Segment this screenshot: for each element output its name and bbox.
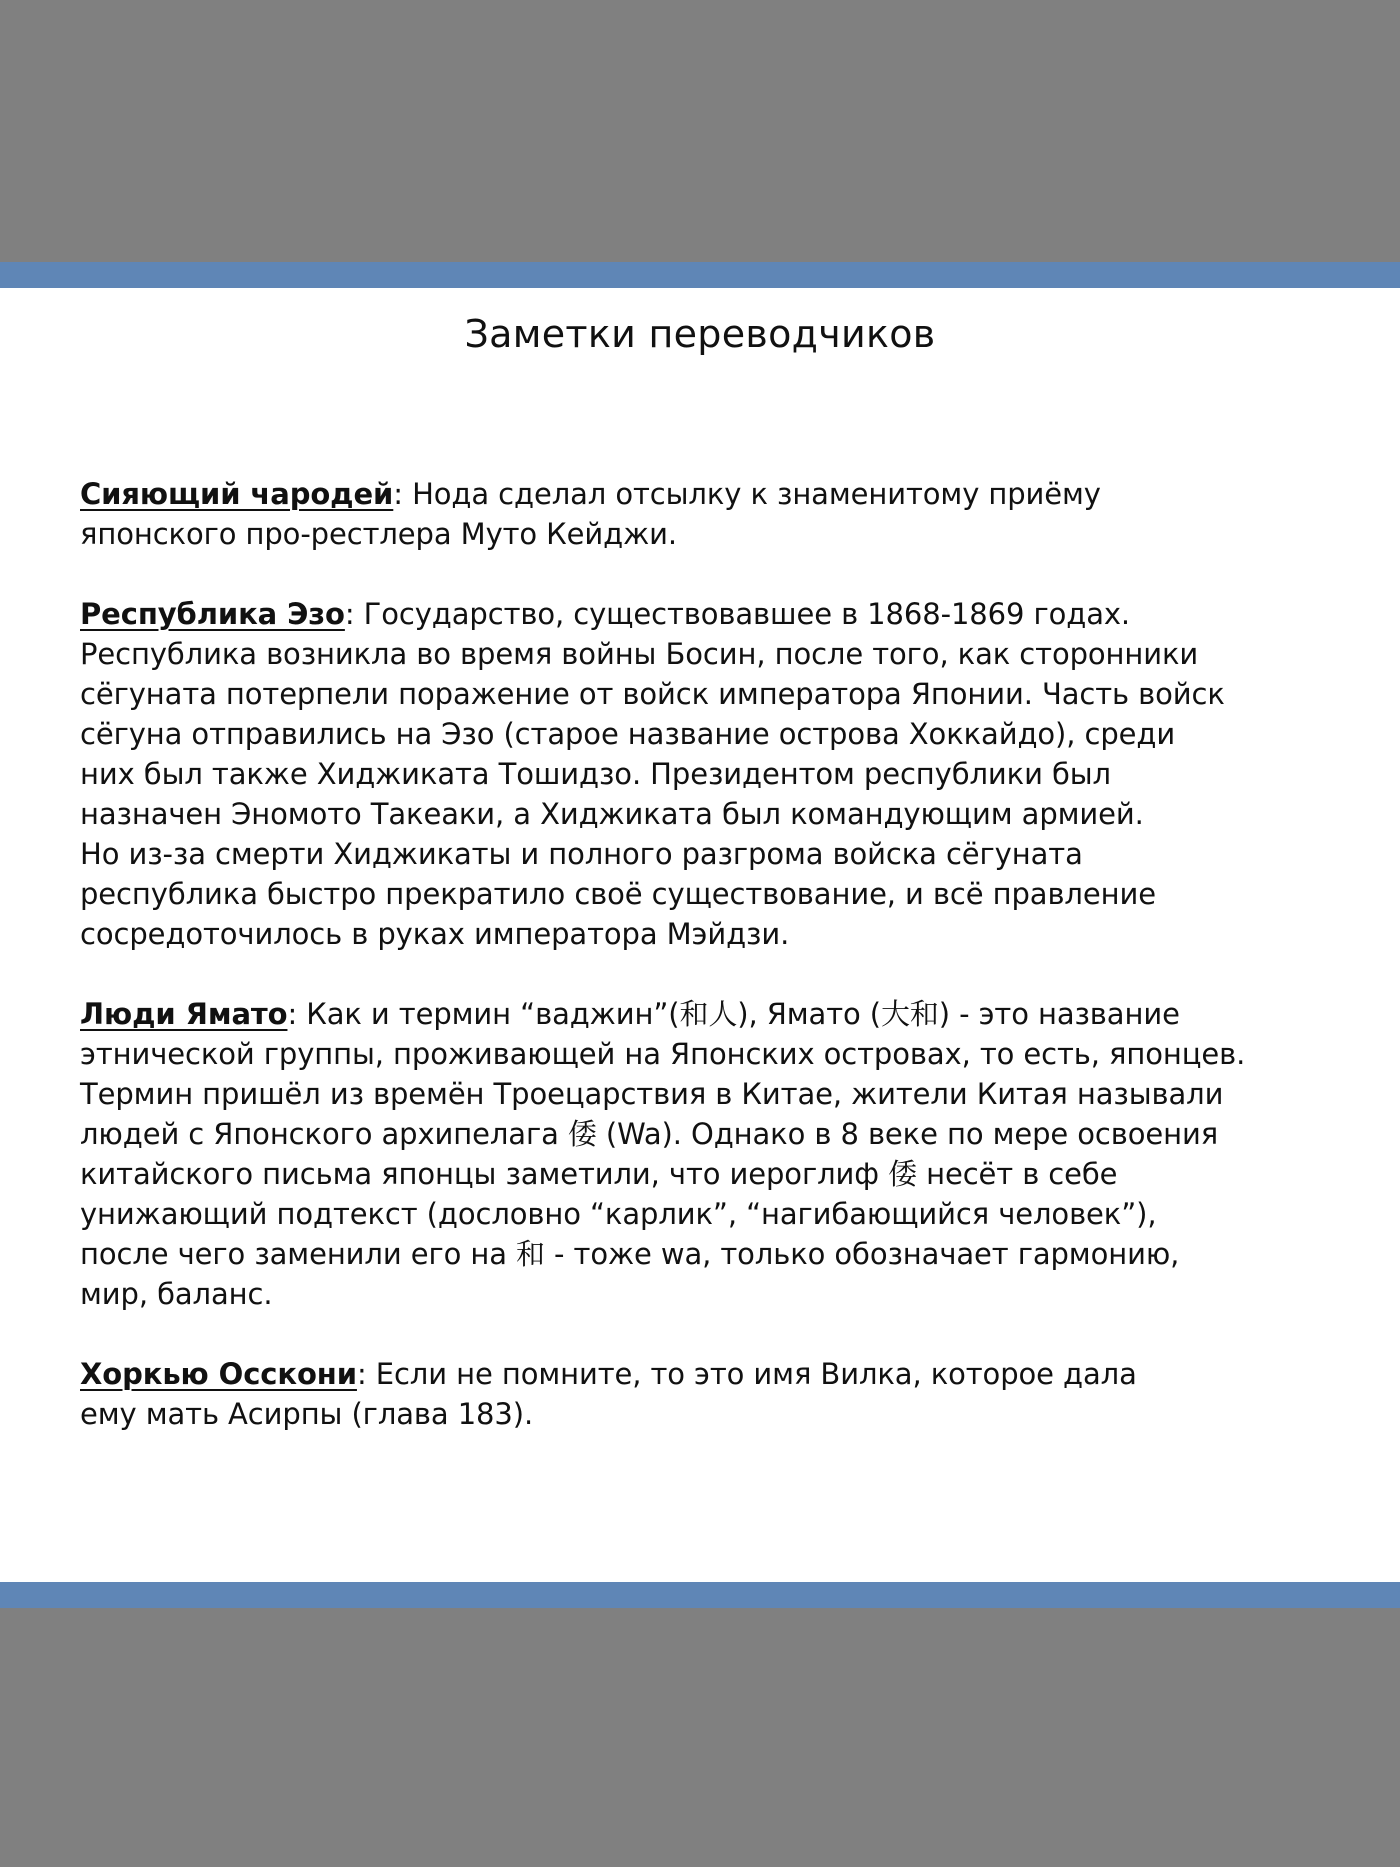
note-shining-sorcerer (80, 474, 1320, 554)
bottom-blue-stripe (0, 1582, 1400, 1608)
note-line: китайского письма японцы заметили, что иероглиф 倭 несёт в себе (80, 1157, 1118, 1191)
note-line: этнической группы, проживающей на Японских островах, то есть, японцев. (80, 1037, 1246, 1071)
note-line: Термин пришёл из времён Троецарствия в Китае, жители Китая называли (80, 1077, 1224, 1111)
notes-list (80, 474, 1320, 1474)
note-horkew-oskoni (80, 1354, 1320, 1434)
note-text: : Как и термин “ваджин”(和人), Ямато (大和) - это название (287, 997, 1180, 1031)
page-title: Заметки переводчиков (464, 312, 936, 356)
note-line: сёгуната потерпели поражение от войск императора Японии. Часть войск (80, 677, 1225, 711)
note-line: ему мать Асирпы (глава 183). (80, 1397, 534, 1431)
note-line: унижающий подтекст (дословно “карлик”, “нагибающийся человек”), (80, 1197, 1157, 1231)
note-term: Люди Ямато (80, 997, 288, 1031)
note-line (80, 994, 1320, 1034)
note-line (80, 594, 1320, 634)
note-line: сёгуна отправились на Эзо (старое название острова Хоккайдо), среди (80, 717, 1176, 751)
note-line: них был также Хиджиката Тошидзо. Президентом республики был (80, 757, 1111, 791)
note-line: назначен Эномото Такеаки, а Хиджиката был командующим армией. (80, 797, 1144, 831)
note-line (80, 1354, 1320, 1394)
note-line: республика быстро прекратило своё существование, и всё правление (80, 877, 1156, 911)
top-gray-band (0, 0, 1400, 262)
note-line: людей с Японского архипелага 倭 (Wa). Однако в 8 веке по мере освоения (80, 1117, 1219, 1151)
note-line: мир, баланс. (80, 1277, 273, 1311)
note-line: сосредоточилось в руках императора Мэйдзи. (80, 917, 790, 951)
note-line: Республика возникла во время войны Босин, после того, как сторонники (80, 637, 1199, 671)
note-line: Но из-за смерти Хиджикаты и полного разгрома войска сёгуната (80, 837, 1083, 871)
note-line: после чего заменили его на 和 - тоже wa, только обозначает гармонию, (80, 1237, 1180, 1271)
note-text: : Нода сделал отсылку к знаменитому приёму (393, 477, 1101, 511)
note-term: Хоркью Осскони (80, 1357, 357, 1391)
note-ezo-republic (80, 594, 1320, 954)
note-yamato-people (80, 994, 1320, 1314)
note-text: : Государство, существовавшее в 1868-1869 годах. (344, 597, 1131, 631)
note-line: японского про-рестлера Муто Кейджи. (80, 517, 678, 551)
bottom-gray-band (0, 1608, 1400, 1867)
note-line (80, 474, 1320, 514)
note-text: : Если не помните, то это имя Вилка, которое дала (356, 1357, 1137, 1391)
note-term: Сияющий чародей (80, 477, 394, 511)
top-blue-stripe (0, 262, 1400, 288)
note-term: Республика Эзо (80, 597, 345, 631)
